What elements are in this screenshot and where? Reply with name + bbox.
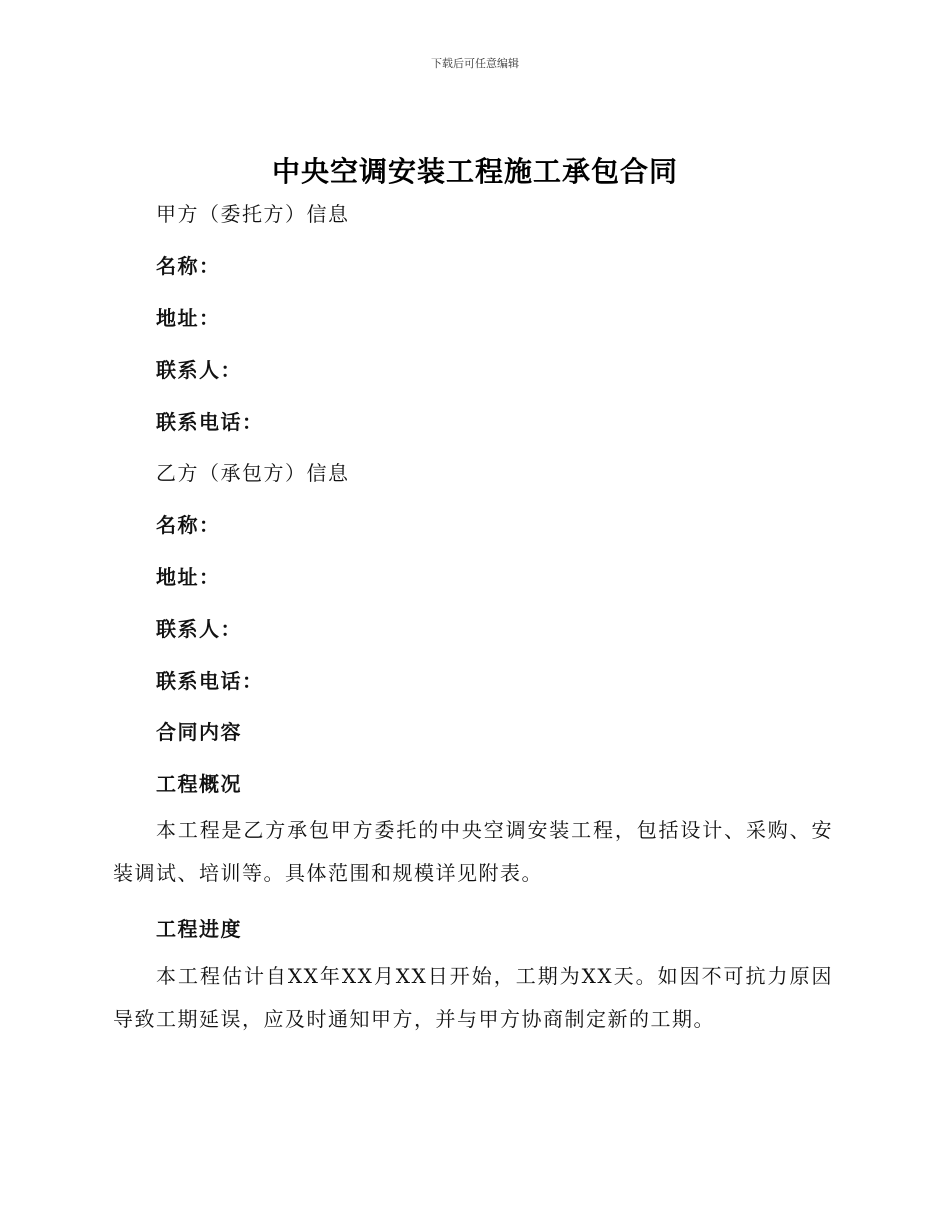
party-a-contact-label: 联系人： [156,358,242,382]
schedule-heading: 工程进度 [156,917,242,941]
party-b-contact-label: 联系人： [156,617,242,641]
party-a-heading: 甲方（委托方）信息 [156,202,350,226]
party-a-address-label: 地址： [156,306,221,330]
contract-heading: 合同内容 [156,720,242,744]
header-note: 下载后可任意编辑 [431,57,519,70]
party-b-address-label: 地址： [156,565,221,589]
schedule-paragraph: 本工程估计自XX年XX月XX日开始，工期为XX天。如因不可抗力原因导致工期延误，应及时通知甲方，并与甲方协商制定新的工期。 [113,964,833,1031]
party-b-name-label: 名称： [156,513,221,537]
party-a-phone-label: 联系电话： [156,410,264,434]
overview-heading: 工程概况 [156,772,242,796]
party-b-heading: 乙方（承包方）信息 [156,461,350,485]
party-b-phone-label: 联系电话： [156,669,264,693]
overview-paragraph: 本工程是乙方承包甲方委托的中央空调安装工程，包括设计、采购、安装调试、培训等。具体范围和规模详见附表。 [113,818,833,885]
party-a-name-label: 名称： [156,254,221,278]
document-title: 中央空调安装工程施工承包合同 [271,155,678,188]
